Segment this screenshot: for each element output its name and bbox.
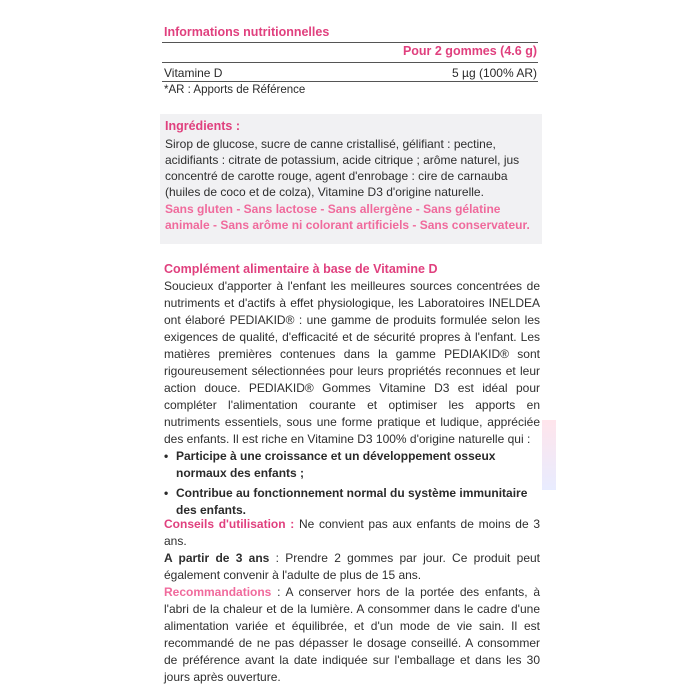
- nutrition-title: Informations nutritionnelles: [164, 25, 330, 39]
- benefits-list: [164, 448, 540, 519]
- recommendations-label: Recommandations: [164, 585, 272, 599]
- ingredients-title: Ingrédients :: [165, 119, 241, 133]
- divider-bottom: [162, 81, 538, 82]
- serving-size: Pour 2 gommes (4.6 g): [402, 44, 537, 58]
- usage-text-1: Ne convient pas aux enfants de moins de 3 ans.: [164, 517, 541, 548]
- usage-text-2: : Prendre 2 gommes par jour. Ce produit peut également convenir à l'adulte de plus de 15 ans.: [164, 551, 540, 582]
- allergen-claims: Sans gluten - Sans lactose - Sans allergène - Sans gélatine animale - Sans arôme ni colorant artificiels - Sans conservateur.: [165, 202, 530, 232]
- nutrient-name: Vitamine D: [164, 66, 223, 80]
- complement-title: Complément alimentaire à base de Vitamine D: [164, 262, 438, 276]
- divider-middle: [162, 62, 538, 63]
- nutrient-value: 5 µg (100% AR): [452, 66, 537, 80]
- nutrition-row: [164, 66, 537, 80]
- reference-note: *AR : Apports de Référence: [164, 84, 306, 96]
- divider-top: [162, 42, 538, 43]
- ingredients-text: Sirop de glucose, sucre de canne cristallisé, gélifiant : pectine, acidifiants : citrate de potassium, acide citrique ; arôme naturel, jus concentré de carotte rouge, agent d'enrobage : cire de carnauba (huiles de coco et de colza), Vitamine D3 d'origine naturelle.: [165, 137, 520, 199]
- decorative-streak: [542, 420, 556, 490]
- age-label: A partir de 3 ans: [164, 551, 270, 565]
- complement-text: Soucieux d'apporter à l'enfant les meilleures sources concentrées de nutriments et d'actifs à effet physiologique, les Laboratoires INELDEA ont élaboré PEDIAKID® : une gamme de produits formulée selon les exigences de qualité, d'efficacité et de sécurité propres à l'enfant. Les matières premières contenues dans la gamme PEDIAKID® sont rigoureusement sélectionnées pour leurs propriétés reconnues et leur action douce. PEDIAKID® Gommes Vitamine D3 est idéal pour compléter l'alimentation courante et optimiser les apports en nutriments essentiels, sous une forme pratique et ludique, appréciée des enfants. Il est riche en Vitamine D3 100% d'origine naturelle qui :: [164, 279, 540, 446]
- usage-section: [164, 516, 540, 686]
- benefit-item: • Participe à une croissance et un développement osseux normaux des enfants ;: [164, 448, 540, 482]
- ingredients-box: [160, 114, 542, 244]
- benefit-item: • Contribue au fonctionnement normal du système immunitaire des enfants.: [164, 485, 540, 519]
- recommendations-text: : A conserver hors de la portée des enfants, à l'abri de la chaleur et de la lumière. A consommer dans le cadre d'une alimentation variée et équilibrée, et d'un mode de vie sain. Il est recommandé de ne pas dépasser le dosage conseillé. A consommer de préférence avant la date indiquée sur l'emballage et dans les 30 jours après ouverture.: [164, 585, 540, 684]
- usage-label: Conseils d'utilisation :: [164, 517, 295, 531]
